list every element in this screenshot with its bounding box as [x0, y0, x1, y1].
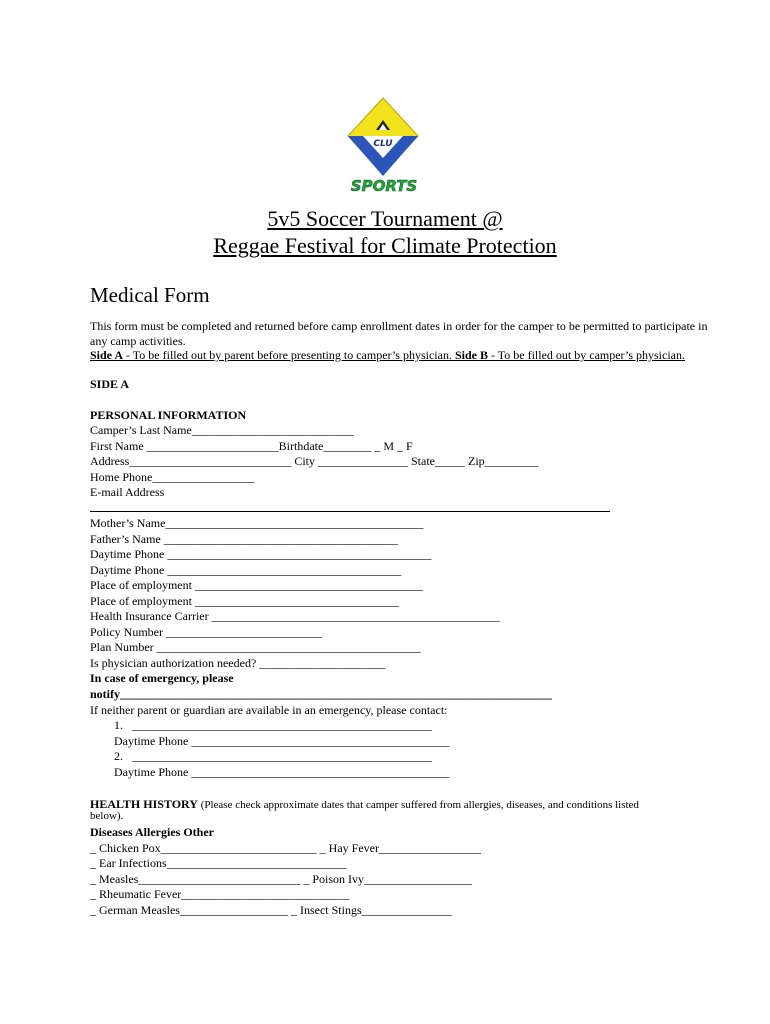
fathers-name-field[interactable]: Father’s Name _______________________________________	[90, 532, 398, 546]
place-of-employment-field[interactable]: Place of employment ______________________________________	[90, 578, 423, 592]
document-title-line-2: Reggae Festival for Climate Protection	[213, 233, 557, 258]
home-phone-field[interactable]: Home Phone_________________	[90, 470, 255, 484]
intro-line-1: This form must be completed and returned before camp enrollment dates in order for the camper to be permitted to participate in	[90, 319, 708, 333]
health-insurance-carrier-field[interactable]: Health Insurance Carrier ________________________________________________	[90, 609, 500, 623]
side-b-label: Side B	[454, 348, 488, 362]
health-history-title: HEALTH HISTORY	[90, 797, 198, 811]
personal-info-heading: PERSONAL INFORMATION	[90, 408, 247, 422]
measles-poison-ivy-field[interactable]: _ Measles___________________________ _ Poison Ivy__________________	[90, 872, 472, 886]
emergency-contact-1-field[interactable]: 1. __________________________________________________	[114, 718, 432, 732]
german-measles-insect-stings-field[interactable]: _ German Measles__________________ _ Insect Stings_______________	[90, 903, 452, 917]
side-b-text: - To be filled out by camper’s physician.	[487, 348, 685, 362]
policy-number-field[interactable]: Policy Number __________________________	[90, 625, 322, 639]
emergency-contact-2-field[interactable]: 2. __________________________________________________	[114, 749, 432, 763]
mothers-name-field[interactable]: Mother’s Name___________________________________________	[90, 516, 424, 530]
health-columns-heading: Diseases Allergies Other	[90, 825, 214, 839]
ear-infections-field[interactable]: _ Ear Infections______________________________	[90, 856, 347, 870]
daytime-phone-field[interactable]: Daytime Phone _______________________________________	[90, 563, 402, 577]
emergency-notify-field[interactable]: notify________________________________________________________________________	[90, 687, 552, 701]
emergency-heading: In case of emergency, please	[90, 671, 234, 685]
logo-emblem-icon	[330, 96, 440, 196]
side-a-text: - To be filled out by parent before presenting to camper’s physician.	[123, 348, 455, 362]
svg-text:SPORTS: SPORTS	[350, 177, 418, 195]
health-history-note: (Please check approximate dates that camper suffered from allergies, diseases, and conditions listed	[197, 799, 639, 811]
plan-number-field[interactable]: Plan Number ____________________________________________	[90, 640, 421, 654]
chicken-pox-hay-fever-field[interactable]: _ Chicken Pox__________________________ _ Hay Fever_________________	[90, 841, 481, 855]
place-of-employment-field[interactable]: Place of employment __________________________________	[90, 594, 399, 608]
health-history-note-2: below).	[90, 810, 124, 822]
side-heading: SIDE A	[90, 377, 130, 391]
emergency-contact-2-phone-field[interactable]: Daytime Phone ___________________________________________	[114, 765, 450, 779]
form-title: Medical Form	[90, 283, 210, 307]
svg-text:CLU: CLU	[373, 139, 393, 149]
intro-line-2: any camp activities.	[90, 334, 186, 348]
intro-sides-line	[90, 348, 685, 363]
side-a-label: Side A	[90, 348, 124, 362]
physician-authorization-field[interactable]: Is physician authorization needed? _____________________	[90, 656, 386, 670]
emergency-contact-intro: If neither parent or guardian are available in an emergency, please contact:	[90, 703, 448, 717]
rheumatic-fever-field[interactable]: _ Rheumatic Fever____________________________	[90, 887, 350, 901]
sports-logo	[330, 96, 440, 196]
daytime-phone-field[interactable]: Daytime Phone ____________________________________________	[90, 547, 432, 561]
email-address-line[interactable]	[90, 511, 610, 512]
email-address-label: E-mail Address	[90, 485, 165, 499]
first-name-birthdate-field[interactable]: First Name ______________________Birthdate________ _ M _ F	[90, 439, 413, 453]
campers-last-name-field[interactable]: Camper’s Last Name___________________________	[90, 423, 354, 437]
document-title-line-1: 5v5 Soccer Tournament @	[267, 206, 503, 231]
emergency-contact-1-phone-field[interactable]: Daytime Phone ___________________________________________	[114, 734, 450, 748]
address-field[interactable]: Address___________________________ City _______________ State_____ Zip_________	[90, 454, 539, 468]
health-history-heading	[90, 795, 639, 813]
